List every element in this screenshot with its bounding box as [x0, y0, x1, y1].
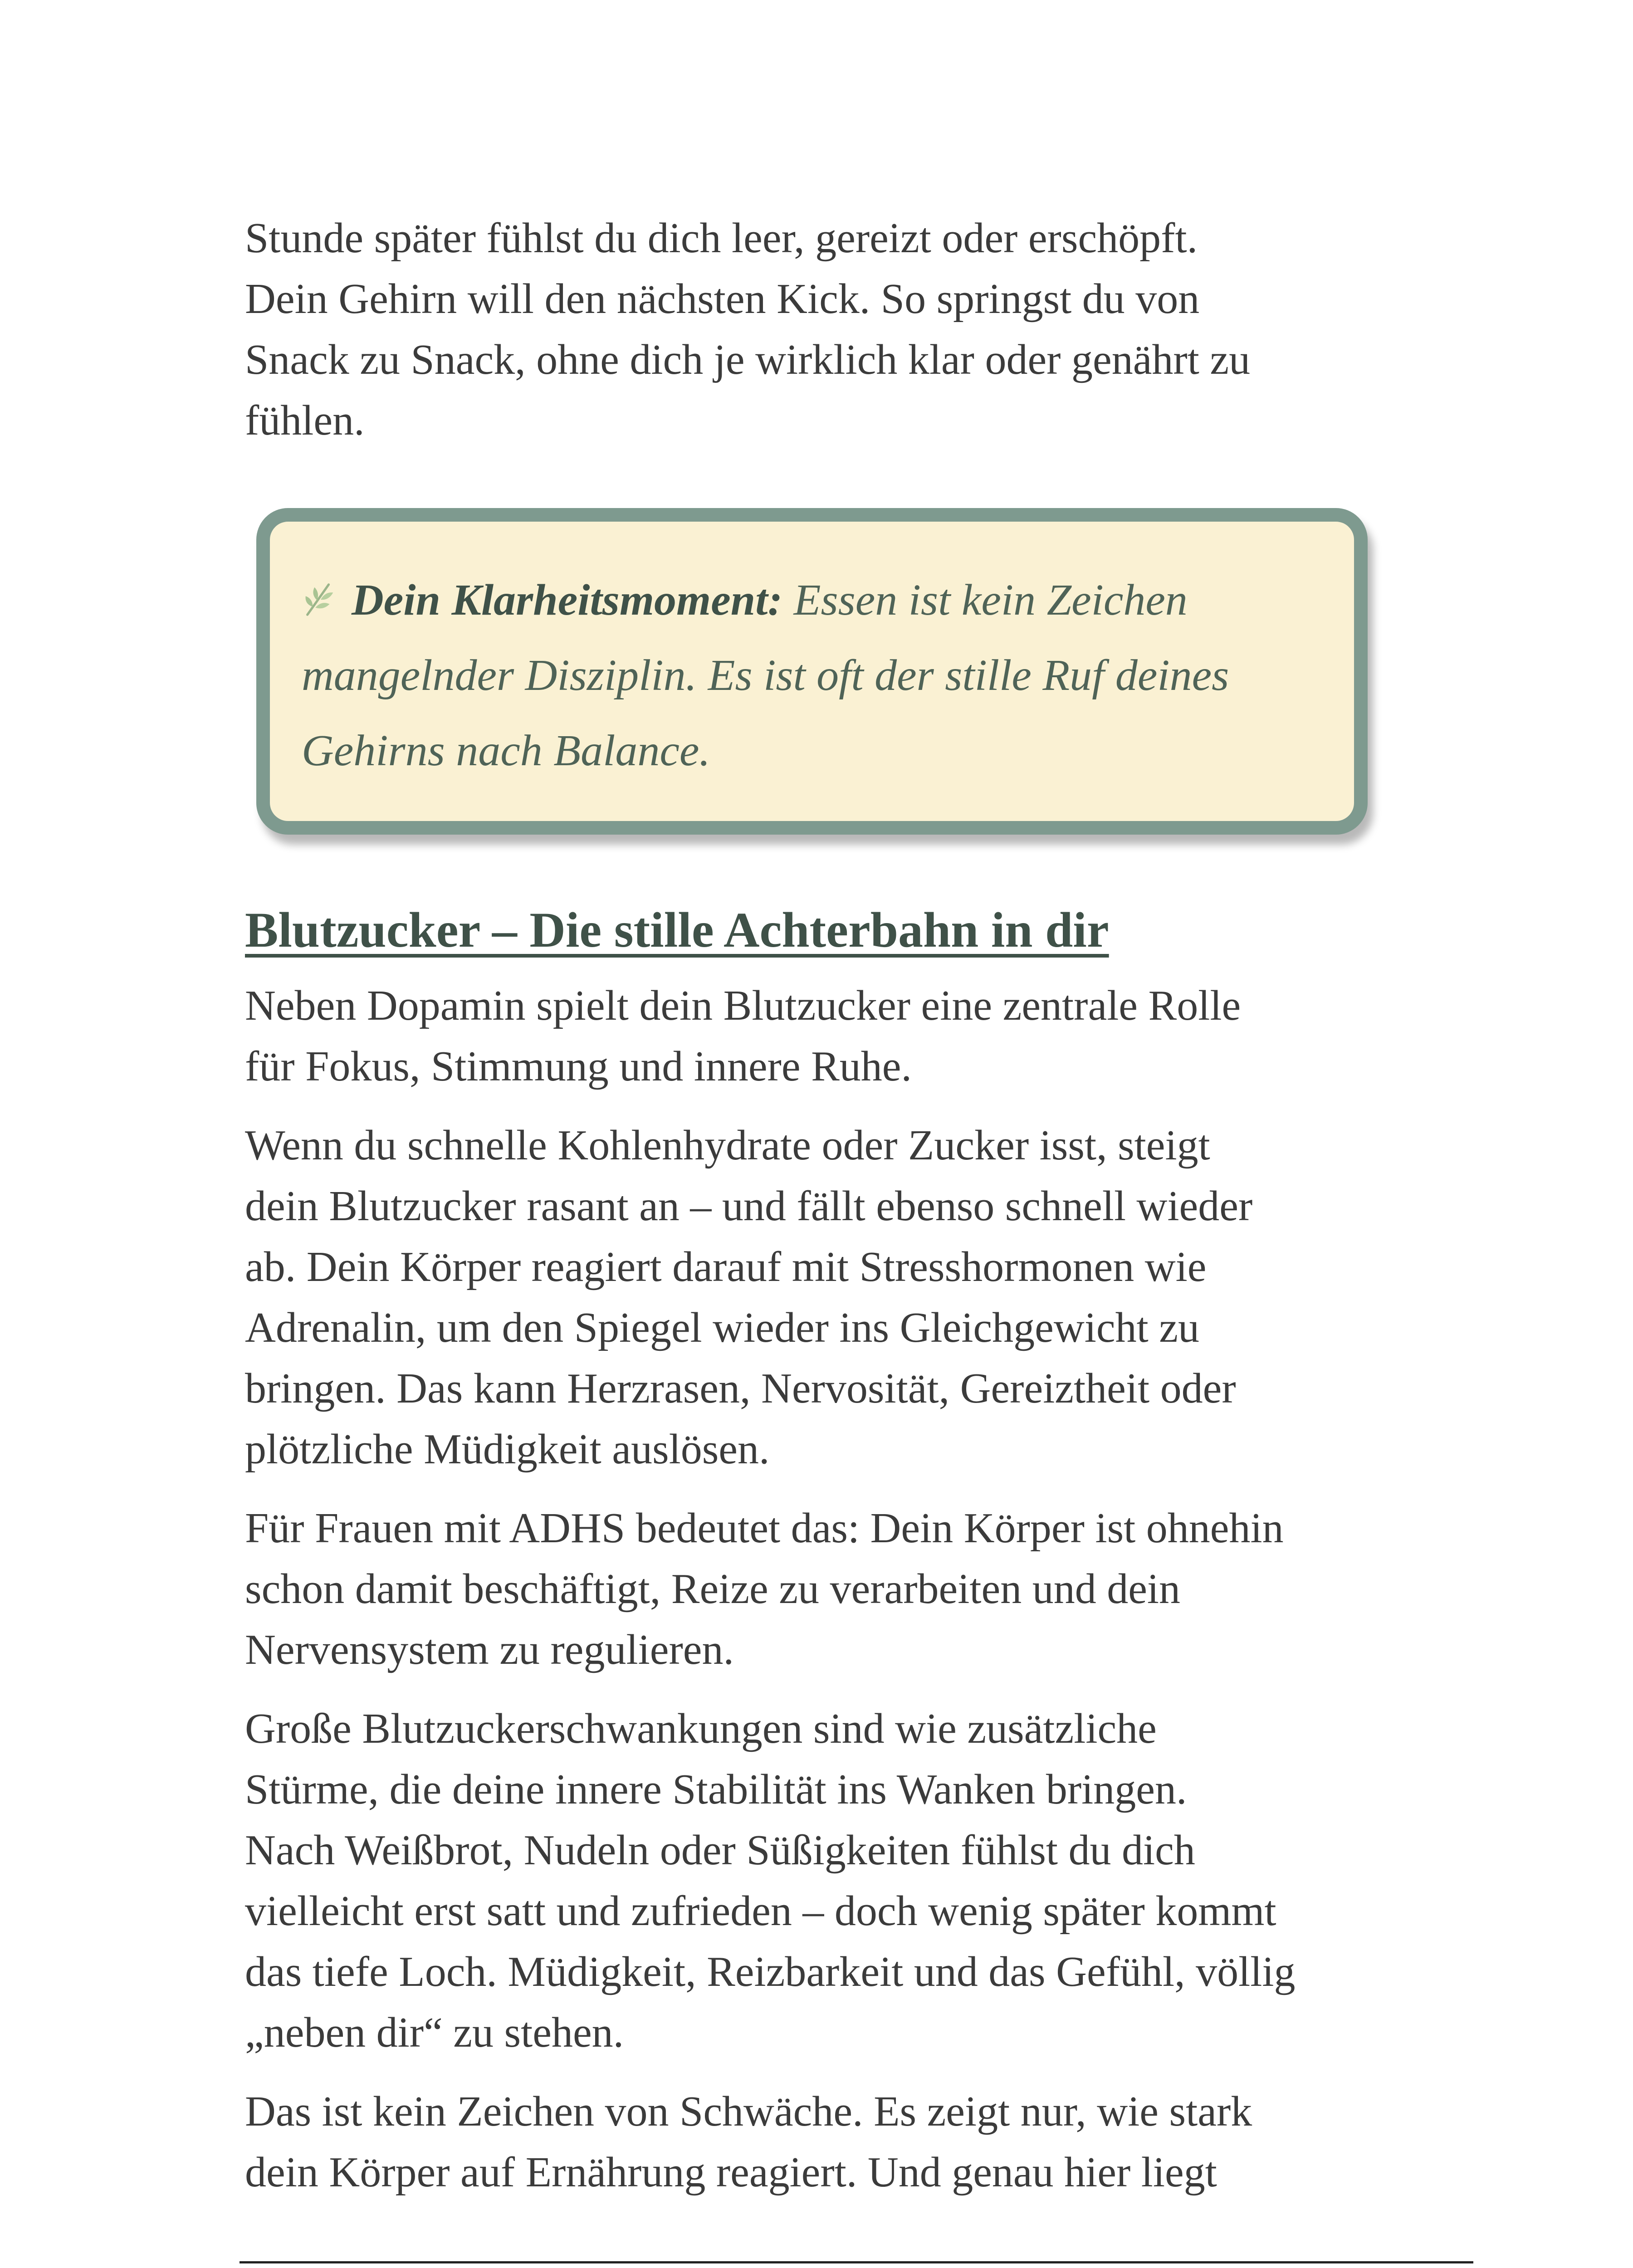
text-line: Für Frauen mit ADHS bedeutet das: Dein Körper ist ohnehin	[245, 1505, 1284, 1552]
text-line: plötzliche Müdigkeit auslösen.	[245, 1426, 770, 1473]
text-line: vielleicht erst satt und zufrieden – doch wenig später kommt	[245, 1887, 1276, 1935]
text-line: Wenn du schnelle Kohlenhydrate oder Zucker isst, steigt	[245, 1122, 1210, 1169]
text-line: dein Blutzucker rasant an – und fällt ebenso schnell wieder	[245, 1183, 1253, 1230]
text-line: das tiefe Loch. Müdigkeit, Reizbarkeit und das Gefühl, völlig	[245, 1948, 1296, 1995]
section-body	[245, 975, 1470, 2221]
body-paragraph	[245, 2081, 1470, 2203]
text-line: Nervensystem zu regulieren.	[245, 1626, 734, 1673]
body-paragraph	[245, 1115, 1470, 1480]
text-line: schon damit beschäftigt, Reize zu verarbeiten und dein	[245, 1565, 1181, 1613]
body-paragraph	[245, 1498, 1470, 1680]
callout-text	[302, 562, 1322, 788]
text-line: Stunde später fühlst du dich leer, gereizt oder erschöpft.	[245, 215, 1198, 262]
text-line: Adrenalin, um den Spiegel wieder ins Gleichgewicht zu	[245, 1304, 1199, 1351]
text-line: „neben dir“ zu stehen.	[245, 2009, 624, 2056]
text-line: für Fokus, Stimmung und innere Ruhe.	[245, 1043, 912, 1090]
text-line: Snack zu Snack, ohne dich je wirklich klar oder genährt zu	[245, 336, 1251, 383]
clarity-moment-callout	[256, 508, 1368, 835]
callout-line-2: mangelnder Disziplin. Es ist oft der stille Ruf deines	[302, 651, 1229, 700]
body-paragraph	[245, 975, 1470, 1097]
text-line: Neben Dopamin spielt dein Blutzucker eine zentrale Rolle	[245, 982, 1241, 1029]
leaf-sprig-icon	[302, 579, 338, 618]
text-line: Dein Gehirn will den nächsten Kick. So springst du von	[245, 275, 1200, 323]
callout-line-3: Gehirns nach Balance.	[302, 726, 710, 775]
footer-divider	[240, 2261, 1473, 2263]
text-line: Stürme, die deine innere Stabilität ins Wanken bringen.	[245, 1766, 1187, 1813]
callout-line-1: Essen ist kein Zeichen	[782, 576, 1188, 625]
intro-text	[245, 208, 1470, 451]
section-heading: Blutzucker – Die stille Achterbahn in dir	[245, 902, 1109, 958]
intro-paragraph	[245, 208, 1470, 451]
text-line: Nach Weißbrot, Nudeln oder Süßigkeiten fühlst du dich	[245, 1827, 1195, 1874]
text-line: dein Körper auf Ernährung reagiert. Und genau hier liegt	[245, 2149, 1217, 2196]
body-paragraph	[245, 1698, 1470, 2063]
text-line: ab. Dein Körper reagiert darauf mit Stresshormonen wie	[245, 1243, 1207, 1290]
text-line: Das ist kein Zeichen von Schwäche. Es zeigt nur, wie stark	[245, 2088, 1252, 2135]
text-line: Große Blutzuckerschwankungen sind wie zusätzliche	[245, 1705, 1157, 1752]
callout-label: Dein Klarheitsmoment:	[352, 576, 783, 625]
text-line: bringen. Das kann Herzrasen, Nervosität, Gereiztheit oder	[245, 1365, 1236, 1412]
text-line: fühlen.	[245, 397, 365, 444]
